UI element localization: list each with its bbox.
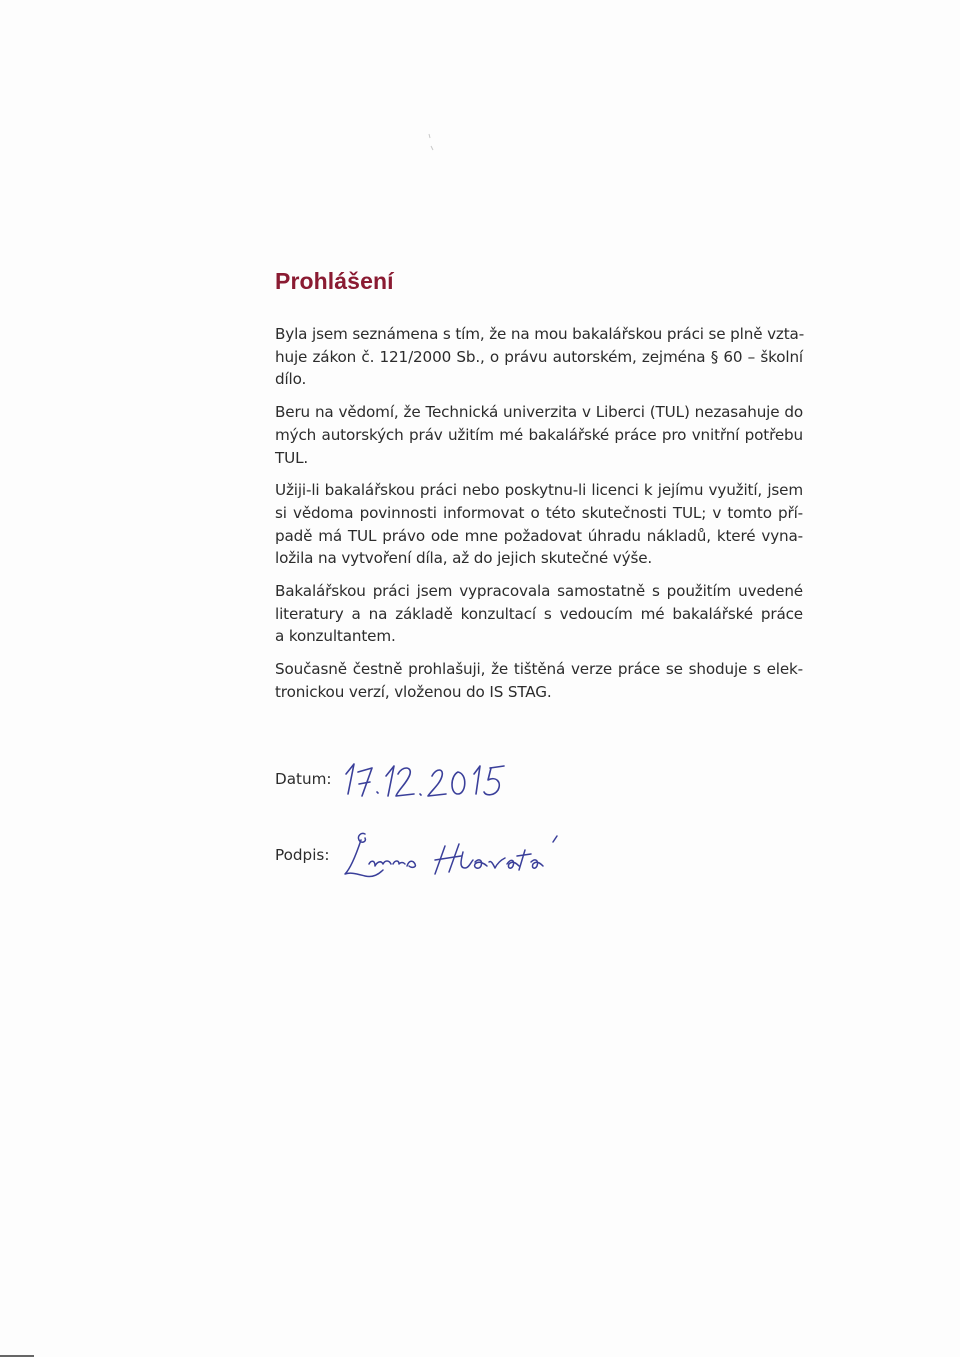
signature-label: Podpis: — [275, 846, 330, 864]
paragraph-licence — [275, 479, 803, 570]
text-line: Beru na vědomí, že Technická univerzita v Liberci (TUL) nezasahuje do — [275, 403, 803, 422]
text-line: Byla jsem seznámena s tím, že na mou bakalářskou práci se plně vzta- — [275, 325, 805, 343]
text-line: TUL. — [275, 448, 309, 467]
text-line: padě má TUL právo ode mne požadovat úhradu nákladů, které vyna- — [275, 526, 803, 545]
handwritten-signature — [335, 824, 565, 888]
text-line: ložila na vytvoření díla, až do jejich skutečné výše. — [275, 549, 653, 568]
scan-speck-icon — [426, 132, 436, 154]
text-line: mých autorských práv užitím mé bakalářské práce pro vnitřní potřebu — [275, 425, 803, 444]
text-line: tronickou verzí, vloženou do IS STAG. — [275, 682, 552, 701]
text-line: dílo. — [275, 370, 307, 389]
text-line: si vědoma povinnosti informovat o této skutečnosti TUL; v tomto pří- — [275, 503, 803, 522]
paragraph-originality — [275, 580, 803, 648]
declaration-text — [275, 323, 803, 714]
paragraph-tul-rights — [275, 401, 803, 469]
text-line: Bakalářskou práci jsem vypracovala samostatně s použitím uvedené — [275, 582, 803, 601]
text-line: a konzultantem. — [275, 627, 396, 646]
date-label: Datum: — [275, 770, 332, 788]
page-title: Prohlášení — [275, 268, 394, 294]
paragraph-stag — [275, 658, 803, 703]
text-line: Užiji-li bakalářskou práci nebo poskytnu-li licenci k jejímu využití, jsem — [275, 481, 803, 500]
handwritten-date — [340, 752, 530, 808]
paragraph-copyright — [275, 323, 803, 391]
text-line: literatury a na základě konzultací s vedoucím mé bakalářské práce — [275, 604, 803, 623]
text-line: Současně čestně prohlašuji, že tištěná verze práce se shoduje s elek- — [275, 660, 803, 679]
text-line: huje zákon č. 121/2000 Sb., o právu autorském, zejména § 60 – školní — [275, 347, 803, 366]
